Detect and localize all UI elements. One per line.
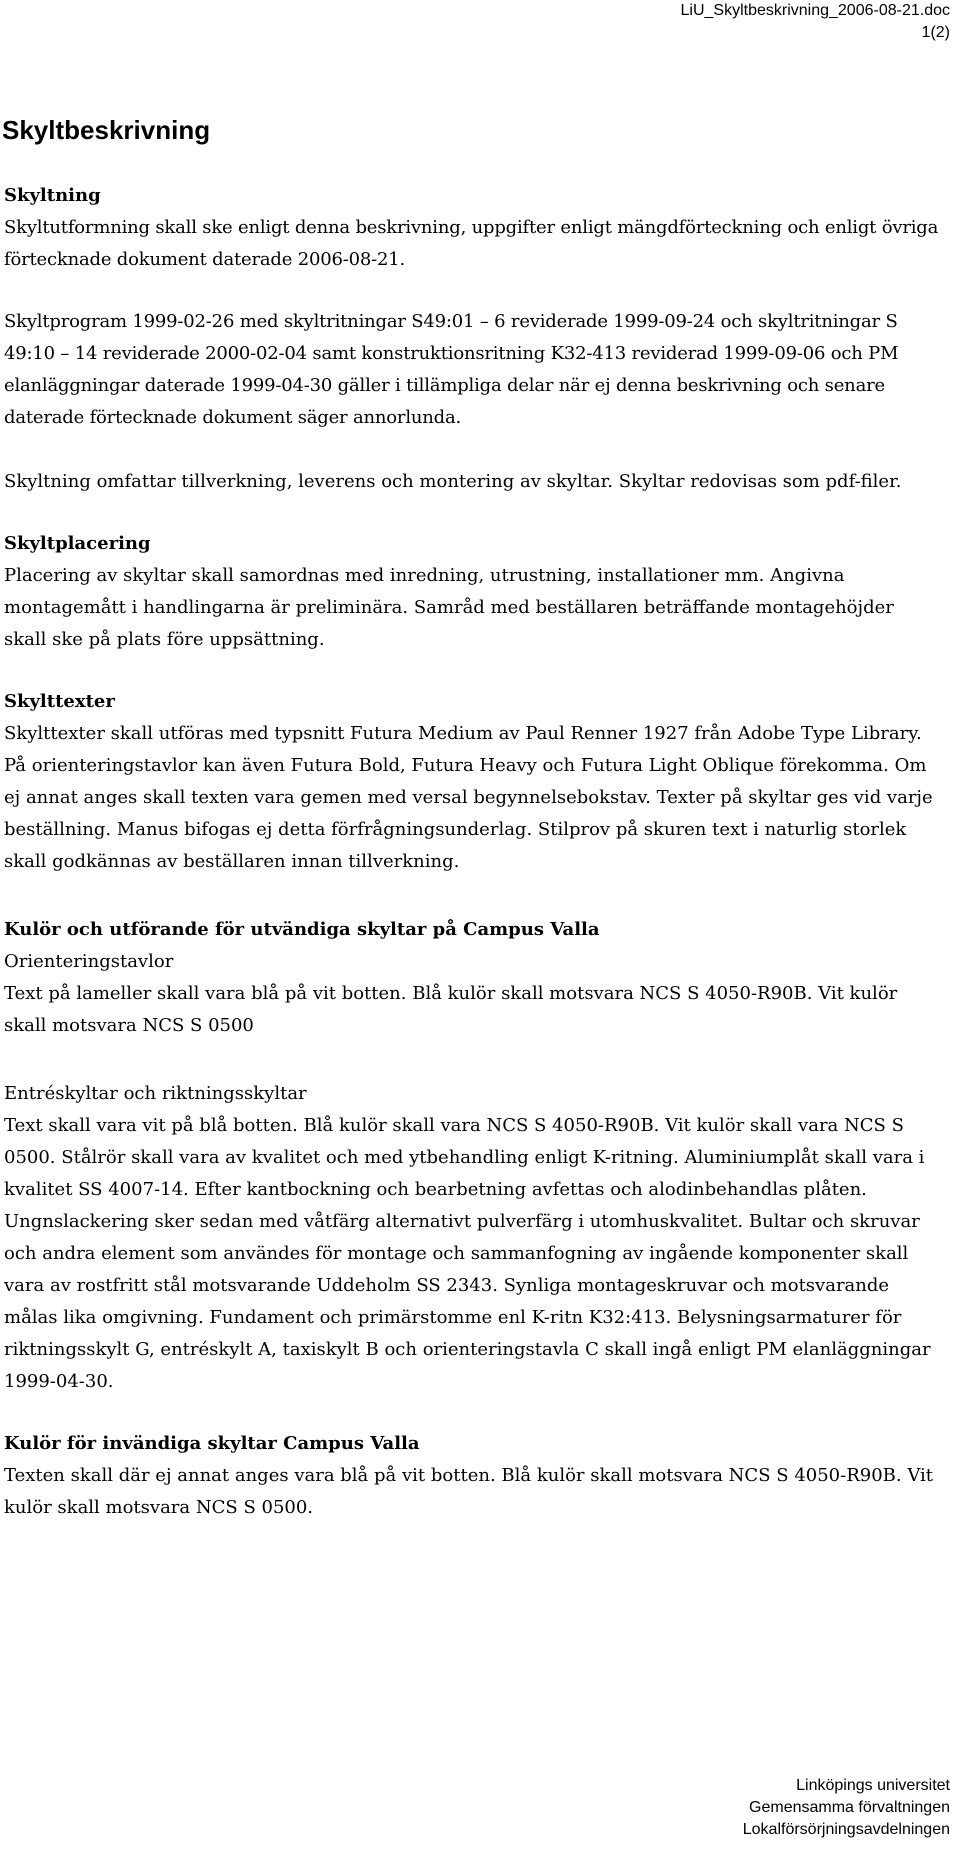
section-heading-skyltning: Skyltning — [4, 185, 101, 206]
paragraph-skyltning-3: Skyltning omfattar tillverkning, leverens och montering av skyltar. Skyltar redovisas som pdf-filer. — [4, 471, 902, 492]
section-heading-skyltplacering: Skyltplacering — [4, 533, 151, 554]
document-title: Skyltbeskrivning — [2, 115, 211, 145]
document-body — [4, 180, 939, 1524]
footer-unit: Lokalförsörjningsavdelningen — [742, 1821, 950, 1838]
section-heading-utvandiga: Kulör och utförande för utvändiga skyltar på Campus Valla — [4, 919, 600, 940]
page-footer — [743, 1775, 950, 1841]
paragraph-skyltning-1: Skyltutformning skall ske enligt denna beskrivning, uppgifter enligt mängdförteckning och enligt övriga förtecknade dokument daterade 2006-08-21. — [4, 217, 939, 270]
paragraph-skylttexter-1: Skylttexter skall utföras med typsnitt Futura Medium av Paul Renner 1927 från Adobe Type Library. På orienteringstavlor kan även Futura Bold, Futura Heavy och Futura Light Oblique förekomma. Om ej annat anges skall texten vara gemen med versal begynnelsebokstav. Texter på skyltar ges vid varje beställning. Manus bifogas ej detta förfrågningsunderlag. Stilprov på skuren text i naturlig storlek skall godkännas av beställaren innan tillverkning. — [4, 723, 933, 872]
paragraph-entreskyltar: Text skall vara vit på blå botten. Blå kulör skall vara NCS S 4050-R90B. Vit kulör skall vara NCS S 0500. Stålrör skall vara av kvalitet och med ytbehandling enligt K-ritning. Aluminiumplåt skall vara i kvalitet SS 4007-14. Efter kantbockning och bearbetning avfettas och alodinbehandlas plåten. Ungnslackering sker sedan med våtfärg alternativt pulverfärg i utomhuskvalitet. Bultar och skruvar och andra element som användes för montage och sammanfogning av ingående komponenter skall vara av rostfritt stål motsvarande Uddeholm SS 2343. Synliga montageskruvar och motsvarande målas lika omgivning. Fundament och primärstomme enl K-ritn K32:413. Belysningsarmaturer för riktningsskylt G, entréskylt A, taxiskylt B och orienteringstavla C skall ingå enligt PM elanläggningar 1999-04-30. — [4, 1115, 931, 1392]
subheading-entreskyltar: Entréskyltar och riktningsskyltar — [4, 1083, 307, 1104]
footer-department: Gemensamma förvaltningen — [749, 1799, 950, 1816]
page-number: 1(2) — [921, 24, 950, 41]
paragraph-skyltplacering-1: Placering av skyltar skall samordnas med inredning, utrustning, installationer mm. Angivna montagemått i handlingarna är preliminära. Samråd med beställaren beträffande montagehöjder skall ske på plats före uppsättning. — [4, 565, 894, 650]
paragraph-orienteringstavlor: Text på lameller skall vara blå på vit botten. Blå kulör skall motsvara NCS S 4050-R90B. Vit kulör skall motsvara NCS S 0500 — [4, 983, 898, 1036]
page-header — [681, 0, 951, 44]
subheading-orienteringstavlor: Orienteringstavlor — [4, 951, 174, 972]
paragraph-skyltning-2: Skyltprogram 1999-02-26 med skyltritningar S49:01 – 6 reviderade 1999-09-24 och skyltritningar S 49:10 – 14 reviderade 2000-02-04 samt konstruktionsritning K32-413 reviderad 1999-09-06 och PM elanläggningar daterade 1999-04-30 gäller i tillämpliga delar när ej denna beskrivning och senare daterade förtecknade dokument säger annorlunda. — [4, 311, 899, 428]
section-heading-invandiga: Kulör för invändiga skyltar Campus Valla — [4, 1433, 420, 1454]
document-filename: LiU_Skyltbeskrivning_2006-08-21.doc — [680, 2, 950, 19]
section-heading-skylttexter: Skylttexter — [4, 691, 115, 712]
paragraph-invandiga: Texten skall där ej annat anges vara blå på vit botten. Blå kulör skall motsvara NCS S 4050-R90B. Vit kulör skall motsvara NCS S 0500. — [4, 1465, 934, 1518]
footer-university: Linköpings universitet — [796, 1777, 950, 1794]
